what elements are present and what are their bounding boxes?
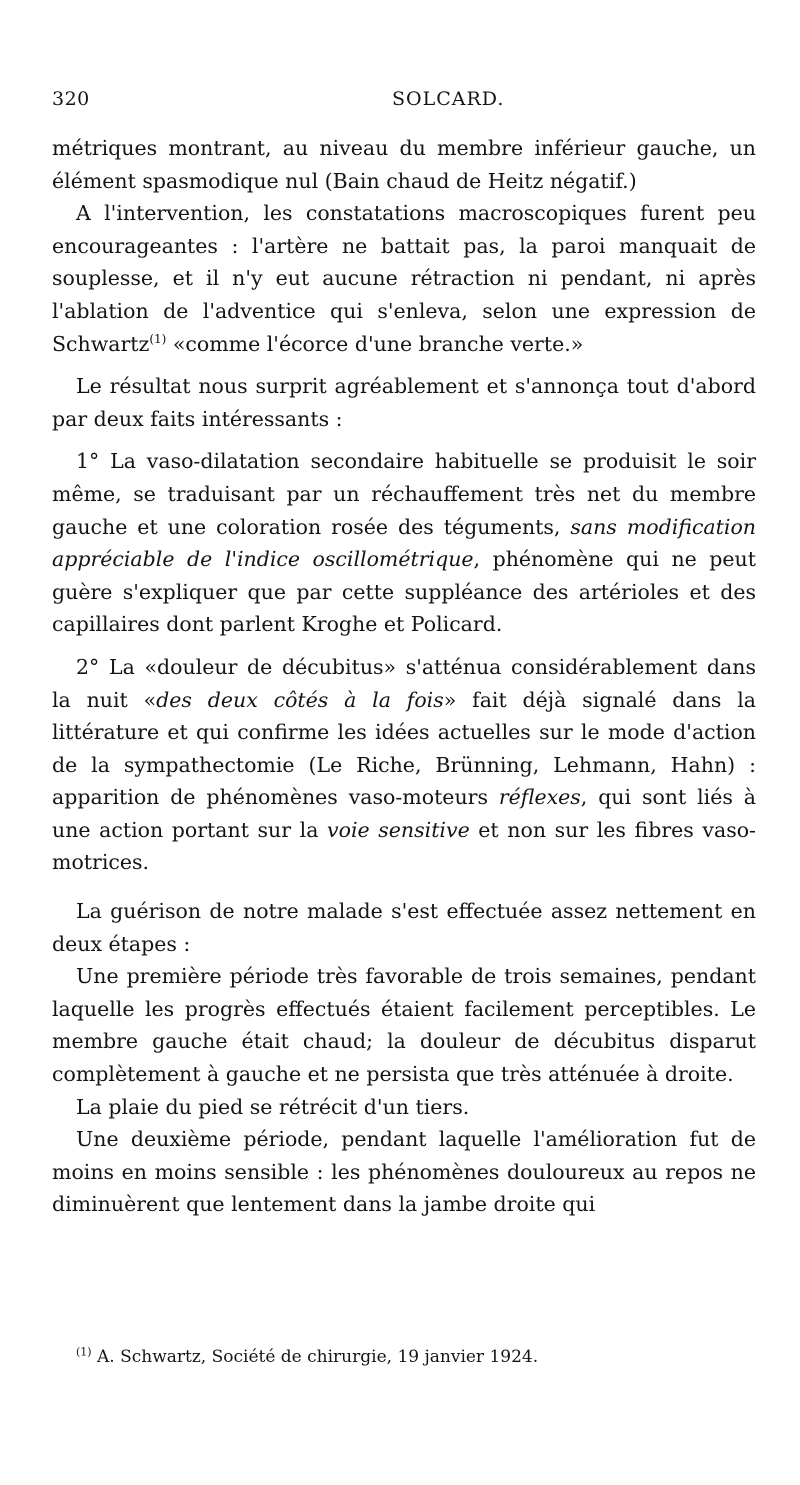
paragraph-6: La guérison de notre malade s'est effectuée assez nettement en deux étapes : [52,899,756,956]
paragraph-5-text-a: 2° La «douleur de décubitus» s'atténua considérablement dans la nuit « [52,654,756,712]
paragraph-5-text-b: » fait déjà signalé dans la littérature et qui confirme les idées actuelles sur le mode d'action de la sympathectomie (Le Riche, Brünning, Lehmann, Hahn) : apparition de phénomènes vaso-moteurs [52,687,756,810]
paragraph-4-text-b: , phénomène qui ne peut guère s'expliquer que par cette suppléance des artérioles et des capillaires dont parlent Kroghe et Policard. [52,547,757,637]
paragraph-1: métriques montrant, au niveau du membre inférieur gauche, un élément spasmodique nul (Bain chaud de Heitz négatif.) [52,136,756,193]
paragraph-3: Le résultat nous surprit agréablement et s'annonça tout d'abord par deux faits intéressants : [52,374,756,431]
paragraph-5-italic-a: des deux côtés à la fois [156,687,444,712]
page-header [52,88,748,118]
paragraph-2 [52,197,756,360]
page-number: 320 [52,88,90,110]
paragraph-5 [52,651,756,879]
paragraph-5-italic-c: voie sensitive [327,817,470,842]
footnote-reference: (1) [149,331,167,346]
paragraph-4-italic: sans modification appréciable de l'indice oscillométrique [52,514,756,572]
footnote-text: A. Schwartz, Société de chirurgie, 19 janvier 1924. [91,1347,539,1367]
paragraph-4-text-a: 1° La vaso-dilatation secondaire habituelle se produisit le soir même, se traduisant par un réchauffement très net du membre gauche et une coloration rosée des téguments, [52,449,756,539]
running-title: SOLCARD. [392,88,505,110]
paragraph-9: Une deuxième période, pendant laquelle l'amélioration fut de moins en moins sensible : les phénomènes douloureux au repos ne diminuèrent que lentement dans la jambe droite qui [52,1127,756,1217]
paragraph-7: Une première période très favorable de trois semaines, pendant laquelle les progrès effectués étaient facilement perceptibles. Le membre gauche était chaud; la douleur de décubitus disparut complètement à gauche et ne persista que très atténuée à droite. [52,964,756,1087]
paragraph-8: La plaie du pied se rétrécit d'un tiers. [76,1094,470,1119]
paragraph-5-text-c: , qui sont liés à une action portant sur la [52,785,756,842]
footnote [76,1345,756,1369]
paragraph-5-text-d: et non sur les fibres vaso-motrices. [52,817,756,875]
body-text [52,132,756,1221]
paragraph-5-italic-b: réflexes [498,785,581,810]
paragraph-2-text: A l'intervention, les constatations macroscopiques furent peu encourageantes : l'artère ne battait pas, la paroi manquait de souplesse, et il n'y eut aucune rétraction ni pendant, ni après l'ablation de l'adventice qui s'enleva, selon une expression de Schwartz [52,201,756,356]
paragraph-4 [52,445,756,641]
paragraph-2-quote: «comme l'écorce d'une branche verte.» [166,331,584,356]
footnote-marker: (1) [76,1345,92,1359]
